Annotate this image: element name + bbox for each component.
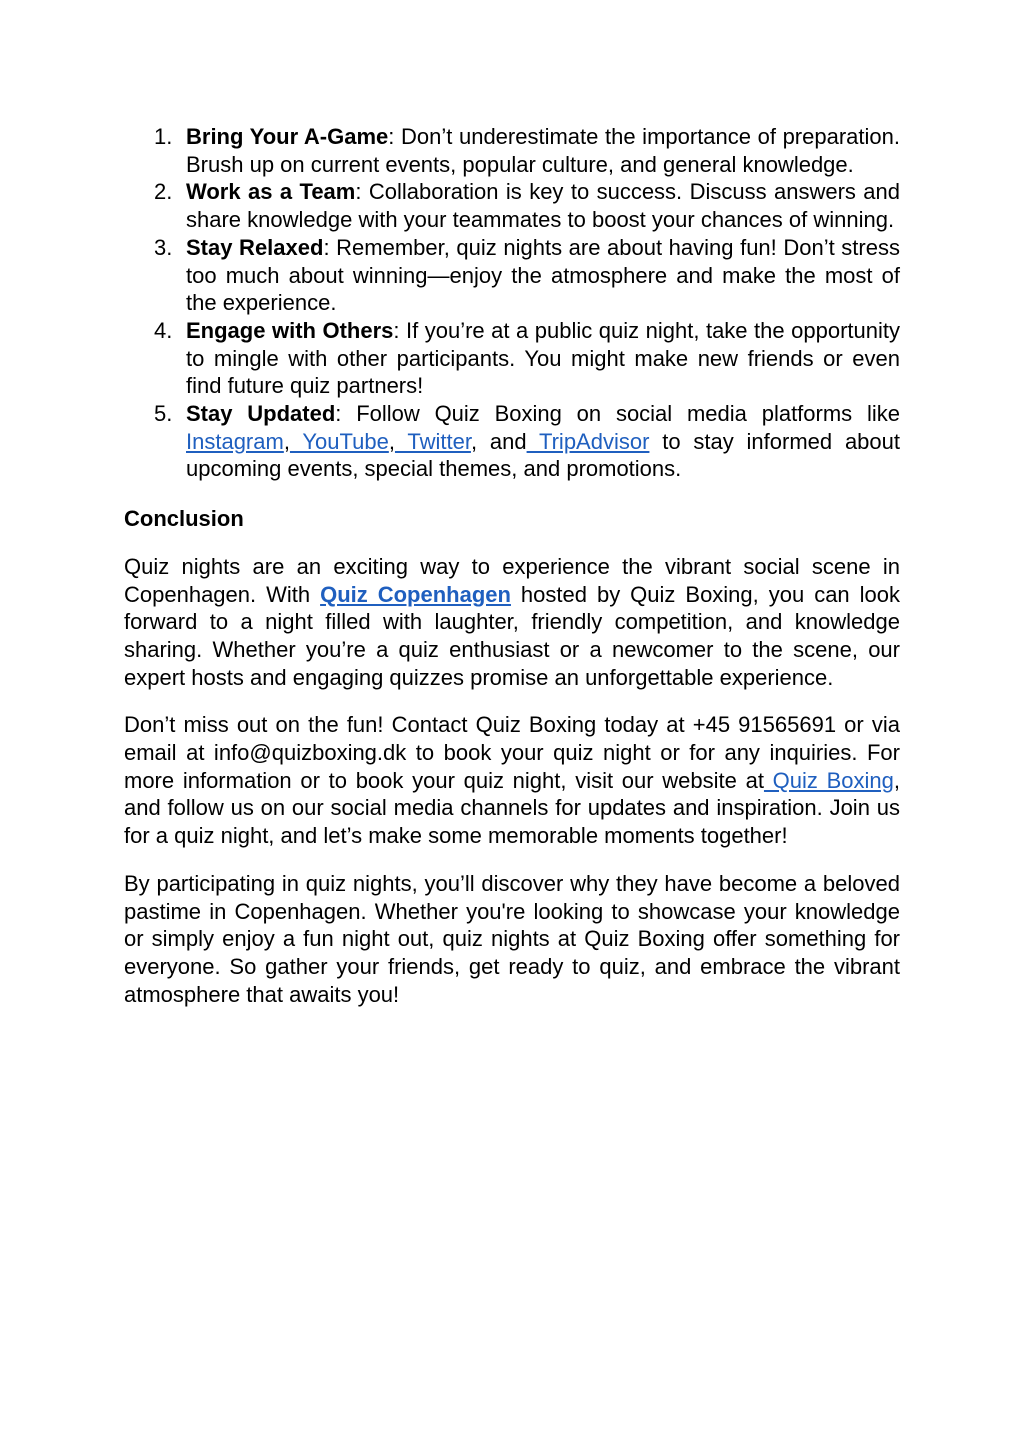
list-number: 2. — [154, 179, 173, 205]
list-number: 1. — [154, 124, 173, 149]
tip-title: Stay Updated — [186, 401, 336, 427]
tips-list — [124, 123, 900, 483]
separator: , — [388, 428, 395, 454]
separator: , and — [470, 428, 527, 454]
tip-text: : Don’t underestimate the importance of preparation. Brush up on current events, popular culture, and general knowledge. — [186, 124, 900, 177]
instagram-link[interactable]: Instagram — [186, 428, 284, 454]
tip-text: : Collaboration is key to success. Discuss answers and share knowledge with your teammates to boost your chances of winning. — [186, 179, 901, 233]
tip-title: Bring Your A-Game — [186, 124, 389, 149]
conclusion-paragraph-3: By participating in quiz nights, you’ll discover why they have become a beloved pastime in Copenhagen. Whether you're looking to showcase your knowledge or simply enjoy a fun night out, quiz nights at Quiz Boxing offer something for everyone. So gather your friends, get ready to quiz, and embrace the vibrant atmosphere that awaits you! — [124, 870, 900, 1007]
list-item — [124, 400, 900, 483]
tip-text: : Follow Quiz Boxing on social media platforms like — [335, 401, 900, 427]
paragraph-text: Quiz nights are an exciting way to experience the vibrant social scene in Copenhagen. With — [124, 553, 900, 607]
list-number: 3. — [154, 234, 173, 260]
tripadvisor-link[interactable]: TripAdvisor — [526, 428, 650, 454]
conclusion-paragraph-2 — [124, 711, 900, 850]
list-item — [124, 317, 900, 400]
tip-text: : Remember, quiz nights are about having fun! Don’t stress too much about winning—enjoy the atmosphere and make the most of the experience. — [186, 234, 900, 316]
tip-title: Engage with Others — [186, 317, 394, 343]
quiz-copenhagen-link[interactable]: Quiz Copenhagen — [320, 581, 511, 607]
separator: , — [283, 428, 290, 454]
list-number: 5. — [154, 401, 173, 427]
quiz-boxing-website-link[interactable]: Quiz Boxing — [763, 767, 894, 793]
conclusion-heading: Conclusion — [124, 506, 244, 532]
paragraph-text: Don’t miss out on the fun! Contact Quiz Boxing today at +45 91565691 or via email at info@quizboxing.dk to book your quiz night or for any inquiries. For more information or to book your quiz night, visit our website at — [124, 712, 900, 793]
list-item — [124, 234, 900, 317]
tip-text: : If you’re at a public quiz night, take the opportunity to mingle with other participants. You might make new friends or even find future quiz partners! — [186, 317, 900, 399]
list-item — [124, 123, 900, 178]
tip-title: Work as a Team — [186, 179, 356, 205]
conclusion-paragraph-1 — [124, 553, 900, 692]
document-page — [124, 123, 900, 1008]
list-number: 4. — [154, 317, 173, 343]
paragraph-text: hosted by Quiz Boxing, you can look forward to a night filled with laughter, friendly competition, and knowledge sharing. Whether you’re a quiz enthusiast or a newcomer to the scene, our expert hosts and engaging quizzes promise an unforgettable experience. — [124, 581, 901, 690]
tip-title: Stay Relaxed — [186, 234, 324, 260]
list-item — [124, 178, 900, 233]
paragraph-text: , and follow us on our social media channels for updates and inspiration. Join us for a quiz night, and let’s make some memorable moments together! — [124, 767, 900, 849]
youtube-link[interactable]: YouTube — [289, 428, 389, 454]
tip-text: to stay informed about upcoming events, special themes, and promotions. — [186, 428, 900, 482]
twitter-link[interactable]: Twitter — [394, 428, 471, 454]
